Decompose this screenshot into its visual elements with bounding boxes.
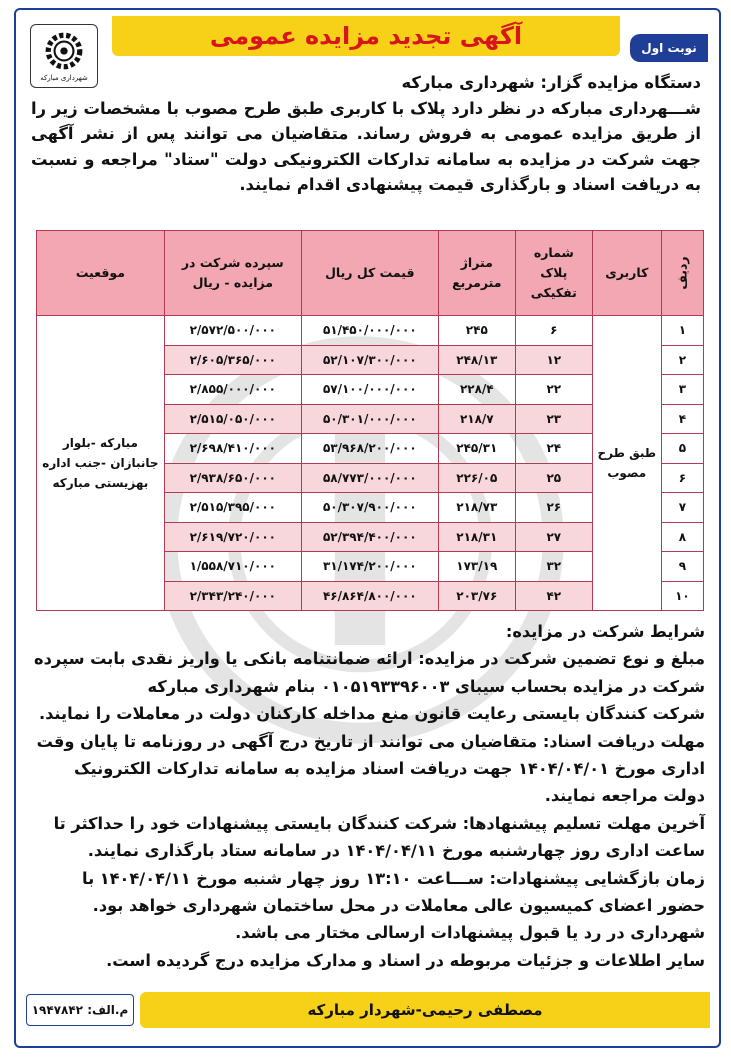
cell-plate: ۴۲ xyxy=(515,581,592,611)
plots-table xyxy=(36,230,704,611)
cell-area: ۲۰۳/۷۶ xyxy=(438,581,515,611)
cell-plate: ۶ xyxy=(515,316,592,346)
cell-deposit: ۲/۵۱۵/۳۹۵/۰۰۰ xyxy=(164,493,301,523)
table-row xyxy=(37,316,704,346)
page-title: آگهی تجدید مزایده عمومی xyxy=(209,22,523,50)
cell-usage: طبق طرح مصوب xyxy=(592,316,661,611)
cell-deposit: ۲/۵۱۵/۰۵۰/۰۰۰ xyxy=(164,404,301,434)
cell-deposit: ۲/۹۳۸/۶۵۰/۰۰۰ xyxy=(164,463,301,493)
header-total-price: قیمت کل ریال xyxy=(301,231,438,316)
cell-price: ۵۳/۹۶۸/۲۰۰/۰۰۰ xyxy=(301,434,438,464)
conditions-heading: شرایط شرکت در مزایده: xyxy=(505,622,705,641)
cell-plate: ۲۴ xyxy=(515,434,592,464)
conditions-section xyxy=(33,618,705,974)
intro-body: شـــهرداری مبارکه در نظر دارد پلاک با کاربری طبق طرح مصوب با مشخصات زیر را از طریق مزایده عمومی به فروش رساند. متقاضیان می توانند پس از نشر آگهی جهت شرکت در مزایده به سامانه تدارکات الکترونیکی دولت "ستاد" مراجعه و نسبت به دریافت اسناد و بارگذاری قیمت پیشنهادی اقدام نمایند. xyxy=(31,98,701,195)
logo-caption: شهرداری مبارکه xyxy=(40,74,88,82)
cell-row: ۵ xyxy=(661,434,703,464)
cell-area: ۲۲۶/۰۵ xyxy=(438,463,515,493)
condition-law: شرکت کنندگان بایستی رعایت قانون منع مداخله کارکنان دولت در معاملات را نمایند. xyxy=(38,704,705,724)
cell-plate: ۱۲ xyxy=(515,345,592,375)
condition-rights: شهرداری در رد یا قبول پیشنهادات ارسالی مختار می باشد. xyxy=(235,923,705,943)
title-banner xyxy=(112,16,620,56)
signature-banner xyxy=(140,992,710,1028)
cell-plate: ۲۶ xyxy=(515,493,592,523)
round-badge: نوبت اول xyxy=(630,34,708,62)
cell-row: ۱۰ xyxy=(661,581,703,611)
header-deposit: سپرده شرکت در مزایده - ریال xyxy=(164,231,301,316)
cell-plate: ۲۵ xyxy=(515,463,592,493)
header-location: موقعیت xyxy=(37,231,165,316)
cell-price: ۵۰/۳۰۷/۹۰۰/۰۰۰ xyxy=(301,493,438,523)
cell-location: مبارکه -بلوار جانبازان -جنب اداره بهزیستی مبارکه xyxy=(37,316,165,611)
cell-area: ۲۴۸/۱۳ xyxy=(438,345,515,375)
condition-deadline: آخرین مهلت تسلیم پیشنهادها: شرکت کنندگان بایستی پیشنهادات خود را حداکثر تا ساعت اداری روز چهارشنبه مورخ ۱۴۰۴/۰۴/۱۱ در سامانه ستاد بارگذاری نمایند. xyxy=(53,813,705,861)
intro-section xyxy=(31,70,701,198)
header-row-number: ردیف xyxy=(661,231,703,316)
cell-deposit: ۱/۵۵۸/۷۱۰/۰۰۰ xyxy=(164,552,301,582)
condition-opening: زمان بازگشایی پیشنهادات: ســـاعت ۱۳:۱۰ روز چهار شنبه مورخ ۱۴۰۴/۰۴/۱۱ با حضور اعضای کمیسیون عالی معاملات در محل ساختمان شهرداری خواهد بود. xyxy=(81,868,705,916)
condition-documents: مهلت دریافت اسناد: متقاضیان می توانند از تاریخ درج آگهی در روزنامه تا پایان وقت اداری مورخ ۱۴۰۴/۰۴/۰۱ جهت دریافت اسناد مزایده به سامانه تدارکات الکترونیک دولت مراجعه نمایند. xyxy=(36,731,705,806)
header-plate: شماره پلاک تفکیکی xyxy=(515,231,592,316)
cell-row: ۶ xyxy=(661,463,703,493)
header-usage: کاربری xyxy=(592,231,661,316)
organizer-line: دستگاه مزایده گزار: شهرداری مبارکه xyxy=(401,73,701,92)
cell-row: ۱ xyxy=(661,316,703,346)
table-header-row xyxy=(37,231,704,316)
cell-area: ۲۱۸/۷۳ xyxy=(438,493,515,523)
cell-plate: ۲۲ xyxy=(515,375,592,405)
cell-price: ۳۱/۱۷۴/۲۰۰/۰۰۰ xyxy=(301,552,438,582)
condition-guarantee: مبلغ و نوع تضمین شرکت در مزایده: ارائه ضمانتنامه بانکی یا واریز نقدی بابت سپرده شرکت در مزایده بحساب سیبای ۰۱۰۵۱۹۳۳۹۶۰۰۳ بنام شهرداری مبارکه xyxy=(34,649,705,696)
cell-area: ۲۴۵ xyxy=(438,316,515,346)
cell-area: ۲۲۸/۴ xyxy=(438,375,515,405)
cell-area: ۱۷۳/۱۹ xyxy=(438,552,515,582)
header-area: متراژ مترمربع xyxy=(438,231,515,316)
cell-price: ۴۶/۸۶۴/۸۰۰/۰۰۰ xyxy=(301,581,438,611)
cell-row: ۸ xyxy=(661,522,703,552)
cell-price: ۵۷/۱۰۰/۰۰۰/۰۰۰ xyxy=(301,375,438,405)
cell-price: ۵۲/۳۹۴/۴۰۰/۰۰۰ xyxy=(301,522,438,552)
cell-deposit: ۲/۸۵۵/۰۰۰/۰۰۰ xyxy=(164,375,301,405)
cell-price: ۵۸/۷۷۳/۰۰۰/۰۰۰ xyxy=(301,463,438,493)
cell-price: ۵۰/۳۰۱/۰۰۰/۰۰۰ xyxy=(301,404,438,434)
cell-deposit: ۲/۵۷۲/۵۰۰/۰۰۰ xyxy=(164,316,301,346)
cell-area: ۲۱۸/۳۱ xyxy=(438,522,515,552)
cell-deposit: ۲/۳۴۳/۲۴۰/۰۰۰ xyxy=(164,581,301,611)
cell-plate: ۲۳ xyxy=(515,404,592,434)
cell-row: ۴ xyxy=(661,404,703,434)
gear-emblem-icon xyxy=(43,30,85,72)
signature: مصطفی رحیمی-شهردار مبارکه xyxy=(307,1001,543,1019)
cell-plate: ۳۲ xyxy=(515,552,592,582)
cell-deposit: ۲/۶۹۸/۴۱۰/۰۰۰ xyxy=(164,434,301,464)
cell-plate: ۲۷ xyxy=(515,522,592,552)
cell-row: ۳ xyxy=(661,375,703,405)
condition-other: سایر اطلاعات و جزئیات مربوطه در اسناد و مدارک مزایده درج گردیده است. xyxy=(106,950,705,970)
cell-deposit: ۲/۶۰۵/۳۶۵/۰۰۰ xyxy=(164,345,301,375)
cell-row: ۷ xyxy=(661,493,703,523)
cell-price: ۵۲/۱۰۷/۳۰۰/۰۰۰ xyxy=(301,345,438,375)
cell-deposit: ۲/۶۱۹/۷۲۰/۰۰۰ xyxy=(164,522,301,552)
cell-row: ۹ xyxy=(661,552,703,582)
cell-area: ۲۱۸/۷ xyxy=(438,404,515,434)
cell-row: ۲ xyxy=(661,345,703,375)
publication-code: م.الف: ۱۹۴۷۸۴۲ xyxy=(26,994,134,1026)
cell-price: ۵۱/۴۵۰/۰۰۰/۰۰۰ xyxy=(301,316,438,346)
cell-area: ۲۴۵/۳۱ xyxy=(438,434,515,464)
